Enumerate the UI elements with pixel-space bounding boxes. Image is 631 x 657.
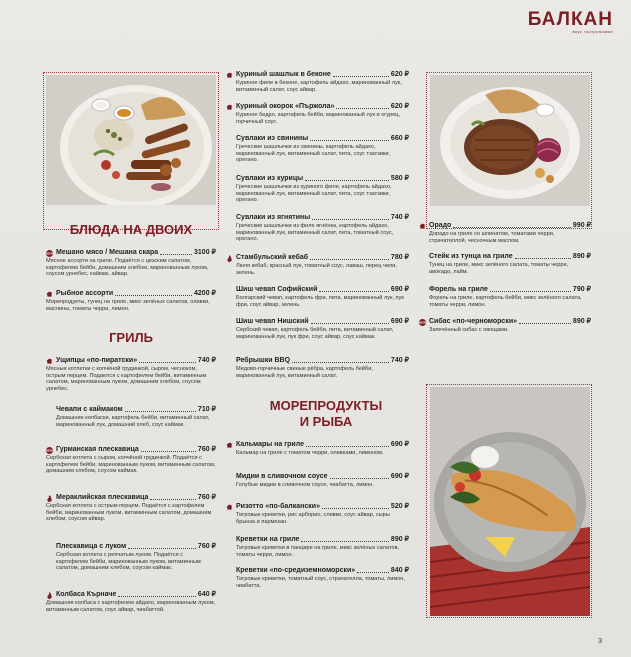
new-badge-icon [46,447,53,454]
item-name: Чевапи с каймаком [56,406,123,413]
item-description: Домашняя колбаса с картофелем айдахо, маринованным луком, витаминным салатом, соус айвар, чиабаттой. [46,599,216,613]
item-price: 690 ₽ [390,441,409,448]
menu-item [236,536,409,558]
chef-hat-icon [226,442,233,449]
pljeskavica-photo [430,75,590,206]
brand-name: БАЛКАН [527,9,613,30]
item-price: 690 ₽ [390,286,409,293]
item-name: Ризотто «по-балкански» [236,503,320,510]
menu-item [226,441,409,457]
item-price: 620 ₽ [390,103,409,110]
item-description: Голубые мидии в сливочном соусе, чиабатта, лимон. [236,481,374,488]
item-description: Медово-горчичные свиные рёбра, картофель бейби, маринованный лук, витаминный салат. [236,365,373,379]
menu-item [419,318,591,334]
new-badge-icon [46,250,53,257]
mixed-grill-photo [46,75,216,205]
item-name: Сувлаки из ягнятины [236,214,311,221]
chef-hat-icon [226,504,233,511]
item-description: Тунец на гриле, микс зелёного салата, томаты черри, авокадо, лайм. [429,261,569,275]
menu-item [46,357,216,393]
item-price: 660 ₽ [390,135,409,142]
section-title-seafood-line2: И РЫБА [299,414,353,429]
menu-item [236,318,409,340]
item-price: 790 ₽ [572,286,591,293]
item-description: Сербская котлета с острым перцем. Подаётся с картофелем бейби, маринованным луком, витаминным салатом, домашним хлебом, соусом айвар. [46,502,212,523]
item-description: Мясное ассорти на гриле. Подаётся с цезским салатом, картофелем бейби, домашним хлебом, маринованным луком, соусом урнебес, каймак, айвар. [46,257,209,278]
menu-item [46,494,216,523]
menu-item [236,286,409,308]
item-price: 4200 ₽ [194,290,216,297]
item-price: 520 ₽ [390,503,409,510]
item-description: Сербский чевап, картофель бейби, пита, витаминный салат, маринованный лук, пук фри, соус айвар, соус каймак. [236,326,394,340]
item-name: Плескавица с луком [56,543,127,550]
item-description: Тигровые креветки в панцире на гриле, микс зелёных салатов, томаты черри, лимон. [236,544,400,558]
item-description: Болгарский чевап, картофель фри, пита, маринованный лук, пук фри, соус айвар, зелень. [236,294,404,308]
menu-item [46,249,216,278]
menu-item [429,286,591,308]
item-name: Креветки «по-средиземноморски» [236,567,356,574]
menu-item [236,567,409,589]
item-description: Запечённый сибас с овощами. [429,326,509,333]
item-description: Сербская котлета с репчатым луком. Подаётся с картофелем бейби, маринованным луком, витаминным салатом, домашним хлебом, соусом каймак. [56,551,201,572]
chef-hat-icon [46,291,53,298]
item-description: Тигровые креветки, рис арборио, сливки, соус айвар, сыры брынза и пармезан. [236,511,390,525]
item-name: Шиш чевап Нишский [236,318,309,325]
item-description: Греческие шашлычки из свинины, картофель айдахо, маринованный лук, витаминный салат, пита, соус тзатзики, орегано. [236,143,391,164]
menu-item [236,357,409,379]
section-title-seafood-line1: МОРЕПРОДУКТЫ [269,398,383,413]
item-price: 890 ₽ [572,253,591,260]
item-name: Сибас «по-черноморски» [429,318,518,325]
menu-item [419,222,591,244]
item-name: Куриный окорок «Пържола» [236,103,335,110]
menu-item [46,543,216,572]
menu-item [236,473,409,489]
item-name: Форель на гриле [429,286,488,293]
menu-item [226,71,409,93]
menu-item [226,254,409,276]
item-name: Мераклийская плескавица [56,494,149,501]
item-price: 990 ₽ [572,222,591,229]
item-price: 840 ₽ [390,567,409,574]
item-name: Рыбное ассорти [56,290,114,297]
menu-item [429,253,591,275]
item-price: 640 ₽ [197,591,216,598]
chef-hat-icon [46,358,53,365]
menu-item [46,406,216,428]
fire-icon [226,255,233,262]
item-name: Стейк из тунца на гриле [429,253,513,260]
item-name: Ущипцы «по-пиратски» [56,357,138,364]
brand-logo [528,9,613,34]
item-name: Колбаса Кърначе [56,591,117,598]
item-description: Дорадо на гриле со шпинатом, томатами черри, страчателлой, чесночным маслом. [429,230,555,244]
item-description: Сербская котлета с сыром, копчёной грудинкой. Подаётся с картофелем бейби, маринованным луком, витаминным салатом, домашним хлебом, соусом каймак. [46,454,216,475]
item-price: 890 ₽ [572,318,591,325]
section-title-grill: ГРИЛЬ [109,330,153,345]
item-price: 710 ₽ [197,406,216,413]
fire-icon [46,495,53,502]
item-name: Орадо [429,222,452,229]
item-name: Стамбульский кебаб [236,254,309,261]
menu-item [226,503,409,525]
item-name: Сувлаки из свинины [236,135,309,142]
item-name: Мешано мясо / Мешана скара [56,249,159,256]
menu-item [236,135,409,164]
item-description: Мясные котлетки с копчёной грудинкой, сыром, чесноком, острым перцем. Подаются с картофелем бейби, витаминным салатом, маринованным луком, домашним хлебом, соусом урнебес. [46,365,207,393]
item-price: 890 ₽ [390,536,409,543]
item-price: 760 ₽ [197,494,216,501]
chef-hat-icon [226,104,233,111]
item-price: 760 ₽ [197,543,216,550]
item-name: Креветки на гриле [236,536,300,543]
item-description: Люля кебаб, красный лук, томатный соус, лаваш, перец чили, зелень. [236,262,397,276]
svg-text:NEW: NEW [419,320,426,325]
item-name: Шиш чевап Софийский [236,286,318,293]
item-price: 620 ₽ [390,71,409,78]
item-name: Ребрышки BBQ [236,357,291,364]
menu-item [46,446,216,475]
item-description: Греческие шашлычки из филе ягнёнка, картофель айдахо, маринованный лук, витаминный салат, пита, томатный соус, орегано. [236,222,394,243]
item-description: Кальмар на гриле с томатом черри, оливками, лимоном. [236,449,384,456]
brand-tagline: вкус гастрономии [572,29,613,34]
fire-icon [46,592,53,599]
item-price: 760 ₽ [197,446,216,453]
chef-hat-icon [419,223,426,230]
item-description: Морепродукты, тунец на гриле, микс зелёных салатов, оливки, маслины, томаты черри, лимон. [46,298,210,312]
section-title-seafood [236,398,416,430]
menu-item [46,290,216,312]
item-price: 690 ₽ [390,318,409,325]
item-price: 740 ₽ [197,357,216,364]
item-name: Кальмары на гриле [236,441,304,448]
page-number: 3 [598,638,602,645]
svg-text:NEW: NEW [46,448,53,453]
item-price: 580 ₽ [390,175,409,182]
chef-hat-icon [226,72,233,79]
item-price: 780 ₽ [390,254,409,261]
item-description: Форель на гриле, картофель бейби, микс зелёного салата, томаты черри, лимон. [429,294,582,308]
svg-text:NEW: NEW [46,251,53,256]
menu-item [236,214,409,243]
item-description: Тигровые креветки, томатный соус, страчателла, томаты, лимон, чиабатта. [236,575,405,589]
item-name: Сувлаки из курицы [236,175,304,182]
item-description: Греческие шашлычки из куриного филе, картофель айдахо, маринованный лук, витаминный салат, пита, соус тзатзики, орегано. [236,183,392,204]
fish-dish-photo [430,387,590,616]
item-price: 3100 ₽ [194,249,216,256]
item-name: Куриный шашлык в беконе [236,71,331,78]
item-description: Домашние колбаски, картофель бейби, витаминный салат, маринованный лук, домашний хлеб, соус каймак. [56,414,210,428]
section-title-for-two: БЛЮДА НА ДВОИХ [69,222,193,237]
menu-item [46,591,216,613]
item-price: 690 ₽ [390,473,409,480]
new-badge-icon [419,319,426,326]
item-description: Куриное филе в беконе, картофель айдахо, маринованный лук, витаминный салат, соус айвар. [236,79,402,93]
item-name: Гурманская плескавица [56,446,139,453]
item-price: 740 ₽ [390,214,409,221]
menu-item [236,175,409,204]
item-name: Мидии в сливочном соусе [236,473,328,480]
item-price: 740 ₽ [390,357,409,364]
item-description: Куриное бедро, картофель бейби, маринованный лук и огурец, горчичный соус. [236,111,401,125]
menu-item [226,103,409,125]
